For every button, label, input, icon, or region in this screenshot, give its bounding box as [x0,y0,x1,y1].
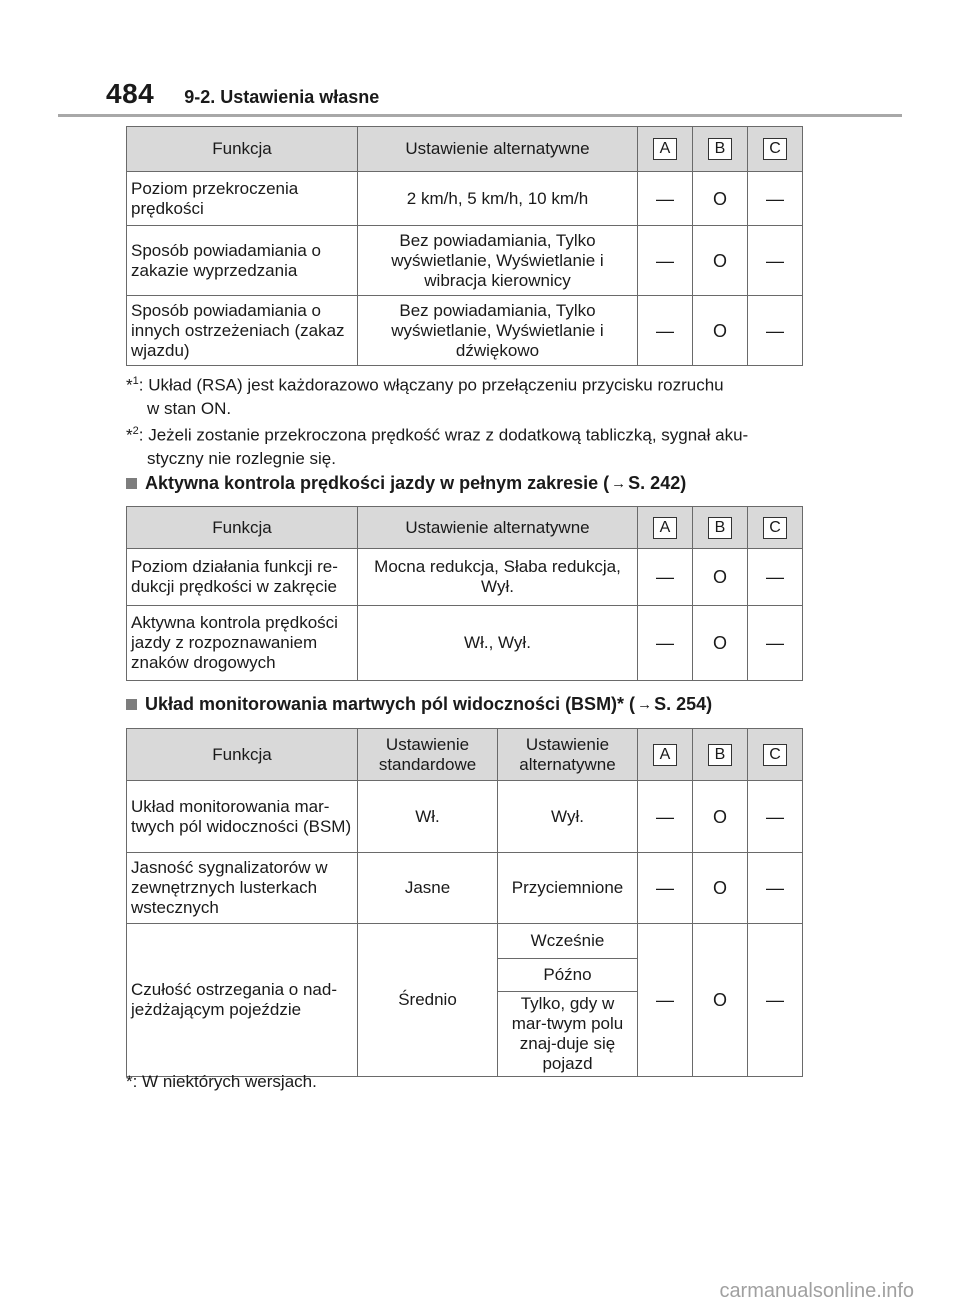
cell-b: O [693,606,748,681]
cell-function: Jasność sygnalizatorów w zewnętrznych lusterkach wstecznych [127,853,358,924]
page-header [106,78,379,110]
letter-c-box: C [763,744,787,766]
table-row [127,296,803,366]
cell-alternative: Wył. [498,781,638,853]
table-row [127,606,803,681]
table-acc-settings [126,506,803,681]
col-function: Funkcja [127,729,358,781]
table-header-row [127,127,803,172]
cell-a: — [638,853,693,924]
table-row [127,226,803,296]
section-title: 9-2. Ustawienia własne [184,87,380,107]
cell-function: Układ monitorowania mar-twych pól widoczności (BSM) [127,781,358,853]
table-row [127,172,803,226]
cell-function: Sposób powiadamiania o innych ostrzeżeniach (zakaz wjazdu) [127,296,358,366]
cell-c: — [748,781,803,853]
cell-a: — [638,296,693,366]
cell-alternative: Wcześnie [498,924,638,959]
letter-b-box: B [708,517,732,539]
cell-a: — [638,606,693,681]
cell-alternative: Bez powiadamiania, Tylko wyświetlanie, Wyświetlanie i dźwiękowo [358,296,638,366]
cell-c: — [748,924,803,1077]
cell-function: Poziom przekroczenia prędkości [127,172,358,226]
letter-a-box: A [653,744,677,766]
cell-function: Sposób powiadamiania o zakazie wyprzedzania [127,226,358,296]
letter-c-box: C [763,517,787,539]
cell-alternative: Tylko, gdy w mar-twym polu znaj-duje się pojazd [498,992,638,1077]
footnote-1: *$^1$: Układ (RSA) jest każdorazowo włączany po przełączeniu przycisku rozruchu w stan ON. [126,375,724,418]
cell-c: — [748,549,803,606]
col-alternative: Ustawienie alternatywne [498,729,638,781]
cell-b: O [693,296,748,366]
arrow-icon: → [637,696,653,713]
cell-function: Czułość ostrzegania o nad-jeżdżającym pojeździe [127,924,358,1077]
cell-standard: Wł. [358,781,498,853]
cell-standard: Jasne [358,853,498,924]
footnote-2: *$^2$: Jeżeli zostanie przekroczona prędkość wraz z dodatkową tabliczką, sygnał aku- styczny nie rozlegnie się. [126,425,749,468]
cell-alternative: Przyciemnione [498,853,638,924]
cell-b: O [693,853,748,924]
header-rule [58,114,902,117]
table-speed-settings [126,126,803,366]
table-bsm-settings [126,728,803,1077]
footer-watermark: carmanualsonline.info [719,1280,914,1302]
cell-function: Poziom działania funkcji re-dukcji prędkości w zakręcie [127,549,358,606]
table-header-row [127,729,803,781]
col-function: Funkcja [127,127,358,172]
cell-alternative: Mocna redukcja, Słaba redukcja, Wył. [358,549,638,606]
cell-alternative: 2 km/h, 5 km/h, 10 km/h [358,172,638,226]
cell-b: O [693,549,748,606]
col-standard: Ustawienie standardowe [358,729,498,781]
cell-b: O [693,172,748,226]
letter-a-box: A [653,138,677,160]
table-row [127,924,803,959]
section-heading-acc: Aktywna kontrola prędkości jazdy w pełnym zakresie ( → S. 242) [126,473,686,494]
cell-c: — [748,172,803,226]
cell-alternative: Wł., Wył. [358,606,638,681]
col-function: Funkcja [127,507,358,549]
square-bullet-icon [126,478,137,489]
cell-b: O [693,781,748,853]
table-row [127,781,803,853]
cell-b: O [693,226,748,296]
table-row [127,549,803,606]
cell-b: O [693,924,748,1077]
cell-standard: Średnio [358,924,498,1077]
table-row [127,853,803,924]
letter-b-box: B [708,138,732,160]
cell-a: — [638,549,693,606]
square-bullet-icon [126,699,137,710]
section-heading-bsm: Układ monitorowania martwych pól widoczności (BSM)* ( → S. 254) [126,694,712,715]
letter-c-box: C [763,138,787,160]
cell-alternative: Bez powiadamiania, Tylko wyświetlanie, Wyświetlanie i wibracja kierownicy [358,226,638,296]
letter-b-box: B [708,744,732,766]
arrow-icon: → [611,475,627,492]
letter-a-box: A [653,517,677,539]
cell-c: — [748,226,803,296]
cell-a: — [638,226,693,296]
cell-alternative: Późno [498,959,638,992]
page-number: 484 [106,78,155,109]
table-header-row [127,507,803,549]
col-alternative: Ustawienie alternatywne [358,127,638,172]
cell-a: — [638,781,693,853]
cell-function: Aktywna kontrola prędkości jazdy z rozpoznawaniem znaków drogowych [127,606,358,681]
cell-a: — [638,924,693,1077]
cell-c: — [748,606,803,681]
col-alternative: Ustawienie alternatywne [358,507,638,549]
cell-a: — [638,172,693,226]
footnote-3: *: W niektórych wersjach. [126,1072,317,1091]
cell-c: — [748,853,803,924]
cell-c: — [748,296,803,366]
